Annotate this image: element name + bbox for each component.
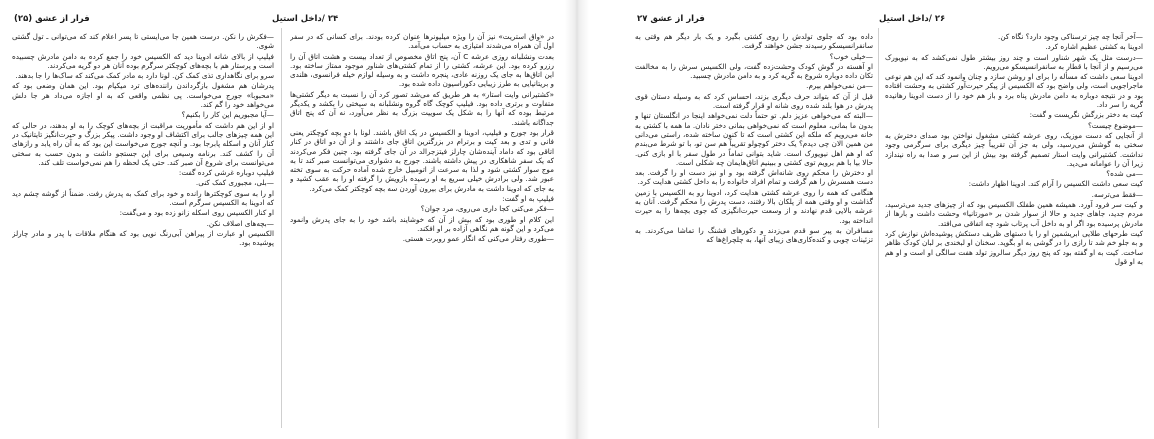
column-divider xyxy=(281,28,282,428)
paragraph: —موضوع چیست؟ xyxy=(1087,120,1143,130)
paragraph: —درست مثل یک شهر شناور است و چند روز بیشتر طول نمی‌کشد که به نیویورک می‌رسیم و از آنجا با قطار به سانفرانسیسکو می‌رویم. xyxy=(885,52,1143,71)
paragraph: داده بود که جلوی تولدش را روی کشتی بگیرد و یک بار دیگر هم وقتی به سانفرانسیسکو رسیدند جشن خواهند گرفت. xyxy=(635,32,873,51)
left-page-inner-number: ۲۴ xyxy=(327,14,339,24)
paragraph: کیت به دختر بزرگش نگریست و گفت: xyxy=(1029,110,1143,120)
paragraph: —بچه‌های اصلاف نکن. xyxy=(206,218,274,228)
paragraph: او را به سوی کوچکترها رانده و خود برای کمک به پدرش رفت. ضمناً از گوشه چشم دید که ادوینا به الکسیس سرگرم است. xyxy=(12,188,274,208)
paragraph: قرار بود جورج و فیلیپ، ادوینا و الکسیس در یک اتاق باشند. لونا با دو بچه کوچکتر یعنی فانی و تدی و بعد کیت و برترام در بزرگترین اتاق جای داشتند و از آن دو اتاق در کنار اتاقی بود که داماد آینده‌شان چارلز فیتزجرالد در آن جای گرفته بود. چنین فکر می‌کردند که یک سفر شاهکاری در پیش داشته باشند. جورج به دشواری می‌توانست صبر کند تا به موج سوار کشتی شود و لذا به سرعت از اتومبیل خارج شده آماده حرکت به سوی تخته عبور شد. ولی برادرش خیلی سریع به او رسیده بازویش را گرفته او را به عقب کشید و به جای که ادوینا داشت به مادرش برای بیرون آوردن سه بچه کوچکتر کمک می‌کرد. xyxy=(290,127,554,193)
paragraph: او کنار الکسیس روی اسکله زانو زده بود و می‌گفت: xyxy=(119,208,274,218)
paragraph: از آنجایی که دست موزیک، روی عرشه کشتی مشغول نواختن بود صدای دخترش به سختی به گوشش می‌رسید، ولی به جز آن تقریباً چیز دیگری برای سرگرمی وجود نداشت. کشتیرانی وایت استار تصمیم گرفته بود بیش از این سر و صدا به راه نیندازد زیرا آن را عوامانه می‌دید. xyxy=(885,130,1143,168)
paragraph: کیت طرحهای طلایی ابریشمین او را با دستهای ظریف دستکش پوشیده‌اش نوازش کرد و به جلو خم شد تا رازی را در گوشی به او بگوید. سخنان او لبخندی بر لبان کودک ظاهر ساخت. کیت به او گفته بود که پنج روز دیگر سالروز تولد هفت سالگی او است و او هم به او قول xyxy=(885,228,1143,266)
paragraph: ادوینا سعی داشت که مسأله را برای او روشن سازد و چنان وانمود کند که این هم نوعی ماجراجویی است، ولی واضح بود که الکسیس از پیکر حیرت‌آور کشتی به وحشت افتاده بود و در نتیجه دوباره به دامن مادرش پناه برد و باز هم خود را از دست ادوینا رهانیده گریه را سر داد. xyxy=(885,72,1143,110)
paragraph: پدرشان هم مشغول بازگرداندن راننده‌های ترد میکیام بود. این همان وضعی بود که «محبوبا» جورج می‌خواست. پی نظمی واقعی که به او اجازه می‌داد هر جا دلش می‌خواهد خود را گم کند. xyxy=(12,81,274,110)
right-page-column-left xyxy=(635,32,873,432)
paragraph: الکسیس او عبارت از پیراهن آبی‌رنگ نویی بود که هنگام ملاقات با پدر و مادر چارلز پوشیده بود. xyxy=(12,228,274,248)
paragraph: قبل از آن که بتواند حرف دیگری بزند، احساس کرد که به وسیله دستان قوی پدرش در هوا بلند شده روی شانه او قرار گرفته است. xyxy=(635,91,873,111)
left-page-column-right xyxy=(290,32,554,432)
paragraph: —من نمی‌خواهم بیرم. xyxy=(806,81,873,91)
left-page-header-right xyxy=(272,14,338,24)
paragraph: مسافران به پیر سو قدم می‌زدند و دکورهای قشنگ را تماشا می‌کردند. به تزئینات چوبی و کنده‌کاری‌های زیبای آنها، به چلچراغ‌ها که xyxy=(635,225,873,245)
right-page-header-right xyxy=(879,14,945,24)
paragraph: او آهسته در گوش کودک وحشت‌زده گفت، ولی الکسیس سرش را به مخالفت تکان داده دوباره شروع به گریه کرد و به دامن مادرش چسبید. xyxy=(635,61,873,81)
right-page-column-right xyxy=(885,32,1143,432)
paragraph: فیلیپ از بالای شانه ادوینا دید که الکسیس خود را جمع کرده به دامن مادرش چسبیده است و پرستار هم با بچه‌های کوچکتر سرگرم بوده آنان هر دو گریه می‌کردند. xyxy=(12,51,274,70)
paragraph: او دخترش را محکم روی شانه‌اش گرفته بود و او نیز دست او را گرفت. بعد دست همسرش را هم گرفت و تمام افراد خانواده را به داخل کشتی هدایت کرد. xyxy=(635,168,873,187)
paragraph: «کشتیرانی وایت استار» به هر طریق که می‌شد تصور کرد آن را نسبت به دیگر کشتی‌ها متفاوت و برتری داده بود. فیلیپ کوچک گاه گروه ونشلبانه به سیختی را بکشد و یکدیگر مرتبط بوده که آنها را به شکل یک سوییت بزرگ به نظر می‌آورد، نه آن که پنج اتاق جداگانه باشند. xyxy=(290,89,554,127)
left-page-header-left xyxy=(14,14,90,24)
paragraph: فیلیپ دوباره غرشی کرده گفت: xyxy=(178,168,274,178)
right-page xyxy=(577,0,1154,439)
paragraph: او از این هم داشت که مأموریت مراقبت از بچه‌های کوچک را به او بدهند، در حالی که این همه چیزهای جالب برای اکتشاف او وجود داشت. پیکر بزرگ و حیرت‌انگیز تایتانیک در کنار آنان و اسکله پابرجا بود. و آنچه جورج می‌خواست این بود که به آن راه یابد و رازهای آن را کشف کند. برنامه وسیعی برای این جستجو داشت و بدون حسب به سختی می‌توانست برای شروع آن صبر کند. حتی یک لحظه را هم نمی‌خواست تلف کند. xyxy=(12,120,274,167)
paragraph: —فکرش را نکن. درست همین جا می‌ایستی تا پسر اعلام کند که می‌توانی ـ تول گشتی شوی. xyxy=(12,32,274,51)
paragraph: بعدت ونشلبانه روزی عرشه C آن، پنج اتاق مخصوص از تعداد بیست و هشت اتاق آن را رزرو کرده بود. این عرشه، کشتی را از تمام کشتی‌های شناور موجود ممتاز ساخته بود. این اتاق‌ها به جای یک روزنه عادی، پنجره داشت و به وسیله لوازم خیله فرانسوی، هلندی و بریتانیایی به طرز زیبایی دکوراسیون داده شده بود. xyxy=(290,51,554,89)
paragraph: —طوری رفتار می‌کنی که انگار عمو روبرت هستی. xyxy=(402,234,554,244)
paragraph: —فقط می‌ترسه. xyxy=(1091,189,1143,199)
paragraph: —می‌ شده؟ xyxy=(1106,169,1143,179)
paragraph: —فکر می‌کنی کجا داری می‌روی، مرد جوان؟ xyxy=(420,204,554,214)
paragraph: در «واق استریت» نیز آن را ویژه میلیونرها عنوان کرده بودند. برای کسانی که در سفر اول آن همراه می‌شدند امتیازی به حساب می‌آمد. xyxy=(290,32,554,51)
paragraph: ادوینا به کشتی عظیم اشاره کرد. xyxy=(1045,42,1143,52)
paragraph: فیلیپ به او گفت: xyxy=(502,194,554,204)
paragraph: هنگامی که همه را روی عرشه کشتی هدایت کرد، ادوینا رو به الکسیس با زمین گذاشت و او وقتی همه از پلکان بالا رفتند، دست پدرش را محکم گرفت. آنان به عرشه بالایی قدم نهادند و از وسعت حیرت‌انگیزی که جوی بچه‌ها را به حیرت انداخته بود. xyxy=(635,187,873,225)
left-page-header-left-title: فرار از عشق xyxy=(35,14,90,24)
column-divider xyxy=(878,28,879,428)
left-page-column-left xyxy=(12,32,274,432)
right-page-number: ۲۷ xyxy=(637,14,648,24)
paragraph: کیت سعی داشت الکسیس را آرام کند. ادوینا اظهار داشت: xyxy=(968,179,1143,189)
paragraph: و کیت سر فرود آورد. همیشه همین طفلک الکسیس بود که از چیزهای جدید می‌ترسید، مردم جدید، جاهای جدید و حالا از سوار شدن بر «مورتانیا» وحشت داشت و بارها از مادرش پرسیده بود اگر او به داخل آب پرتاب شود چه اتفاقی می‌افتد. xyxy=(885,200,1143,228)
right-page-header-right-title: /داخل استیل xyxy=(879,14,932,24)
left-page-header-right-title: /داخل استیل xyxy=(272,14,325,24)
paragraph: —آخر آنجا چه چیز ترسناکی وجود دارد؟ نگاه کن. xyxy=(998,32,1143,41)
paragraph: —خیلی خوب؟ xyxy=(829,51,873,61)
right-page-inner-number: ۲۶ xyxy=(934,14,946,24)
paragraph: سرو برای نگاهداری تذی کمک کن. لونا دارد به مادر کمک می‌کند که ساک‌ها را جا بدهند. xyxy=(15,71,274,81)
left-page-number: (۲۵) xyxy=(14,14,33,24)
paragraph: —آیا مجبوریم این کار را بکنیم؟ xyxy=(181,110,274,120)
paragraph: —البته که می‌خواهی عزیز دلم. تو حتماً دلت نمی‌خواهد اینجا در انگلستان تنها و بدون ما بمانی، معلوم است که نمی‌خواهی بمانی دختر نادان. ما همه با کشتی به خانه می‌رویم که ملکه این کشتی است که تا کنون ساخته شده، راستی می‌دانی من همین الان چی دیدم؟ یک دختر کوچولو تقریباً هم سن تو، با تو شرط می‌بندم که او هم اهل نیویورک است. شاید بتوانی تماماً در طول سفر با او بازی کنی. حالا بیا با هم برویم توی کشتی و ببینیم اتاق‌هایمان چه شکلی است. xyxy=(635,111,873,167)
right-page-header-left-title: فرار از عشق xyxy=(650,14,705,24)
paragraph: —بلی، مجبوری کمک کنی. xyxy=(195,178,274,188)
right-page-header-left xyxy=(637,14,705,24)
paragraph: این کلام او طوری بود که بیش از آن که خوشایند باشد خود را به جای پدرش وانمود می‌کرد و این گونه هم نگاهی آزاده بر او افکند. xyxy=(290,214,554,233)
